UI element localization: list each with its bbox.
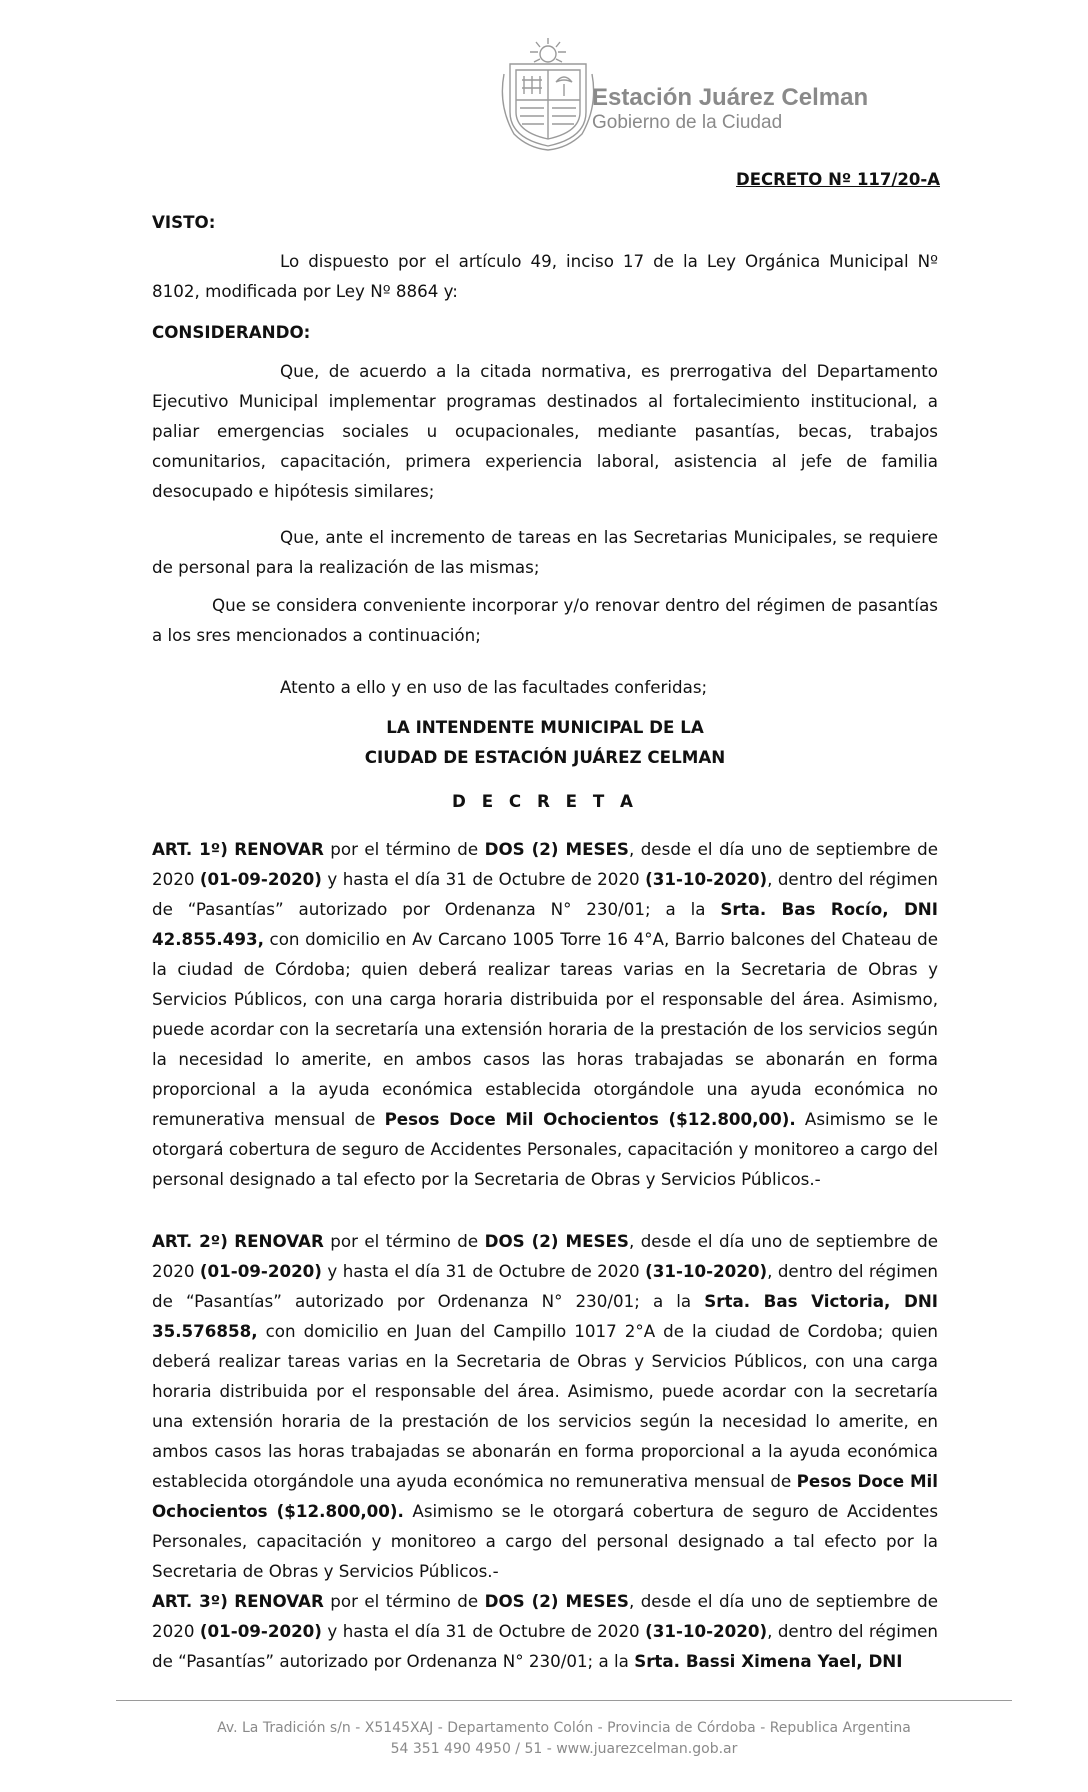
- brand-subtitle: Gobierno de la Ciudad: [592, 112, 783, 133]
- authority-line-2: CIUDAD DE ESTACIÓN JUÁREZ CELMAN: [364, 747, 726, 767]
- authority-line-1: LA INTENDENTE MUNICIPAL DE LA: [386, 717, 704, 737]
- footer: [116, 1718, 1012, 1760]
- article-person: Srta. Bassi Ximena Yael, DNI: [634, 1651, 903, 1671]
- considerando-paragraph-1: Que, de acuerdo a la citada normativa, es prerrogativa del Departamento Ejecutivo Municipal implementar programas destinados al fortalecimiento institucional, a paliar emergencias sociales u ocupacionales, mediante pasantías, becas, trabajos comunitarios, capacitación, primera experiencia laboral, asistencia al jefe de familia desocupado e hipótesis similares;: [152, 361, 938, 501]
- article-from-date: (01-09-2020): [199, 1261, 322, 1281]
- article-to-date: (31-10-2020): [645, 869, 768, 889]
- considerando-heading: CONSIDERANDO:: [152, 322, 311, 342]
- article-person: Srta. Bas Rocío, DNI 42.855.493,: [152, 899, 938, 949]
- considerando-paragraph-2: Que, ante el incremento de tareas en las Secretarias Municipales, se requiere de personal para la realización de las mismas;: [152, 527, 938, 577]
- article-verb: RENOVAR: [234, 1231, 324, 1251]
- article-label: ART. 2º): [152, 1231, 228, 1251]
- article-from-date: (01-09-2020): [199, 1621, 322, 1641]
- footer-divider: [116, 1700, 1012, 1701]
- brand-block: [592, 84, 912, 134]
- footer-address: Av. La Tradición s/n - X5145XAJ - Departamento Colón - Provincia de Córdoba - Republica Argentina: [217, 1720, 911, 1736]
- article-label: ART. 1º): [152, 839, 228, 859]
- article-amount: Pesos Doce Mil Ochocientos ($12.800,00).: [384, 1109, 796, 1129]
- visto-paragraph: Lo dispuesto por el artículo 49, inciso 17 de la Ley Orgánica Municipal Nº 8102, modificada por Ley Nº 8864 y:: [152, 251, 938, 301]
- considerando-paragraph-4: Atento a ello y en uso de las facultades conferidas;: [280, 677, 708, 697]
- visto-heading: VISTO:: [152, 212, 216, 232]
- article-term: DOS (2) MESES: [484, 1591, 629, 1611]
- considerando-paragraph-3: Que se considera conveniente incorporar y/o renovar dentro del régimen de pasantías a los sres mencionados a continuación;: [152, 595, 938, 645]
- article-1: ART. 1º) RENOVAR por el término de DOS (2) MESES, desde el día uno de septiembre de 2020 (01-09-2020) y hasta el día 31 de Octubre de 2020 (31-10-2020), dentro del régimen de “Pasantías” autorizado por Ordenanza N° 230/01; a la Srta. Bas Rocío, DNI 42.855.493, con domicilio en Av Carcano 1005 Torre 16 4°A, Barrio balcones del Chateau de la ciudad de Córdoba; quien deberá realizar tareas varias en la Secretaria de Obras y Servicios Públicos, con una carga horaria distribuida por el responsable del área. Asimismo, puede acordar con la secretaría una extensión horaria de la prestación de los servicios según la necesidad lo amerite, en ambos casos las horas trabajadas se abonarán en forma proporcional a la ayuda económica establecida otorgándole una ayuda económica no remunerativa mensual de Pesos Doce Mil Ochocientos ($12.800,00). Asimismo se le otorgará cobertura de seguro de Accidentes Personales, capacitación y monitoreo a cargo del personal designado a tal efecto por la Secretaria de Obras y Servicios Públicos.-: [152, 839, 939, 1189]
- footer-contact: 54 351 490 4950 / 51 - www.juarezcelman.gob.ar: [390, 1741, 738, 1757]
- article-2: ART. 2º) RENOVAR por el término de DOS (2) MESES, desde el día uno de septiembre de 2020 (01-09-2020) y hasta el día 31 de Octubre de 2020 (31-10-2020), dentro del régimen de “Pasantías” autorizado por Ordenanza N° 230/01; a la Srta. Bas Victoria, DNI 35.576858, con domicilio en Juan del Campillo 1017 2°A de la ciudad de Cordoba; quien deberá realizar tareas varias en la Secretaria de Obras y Servicios Públicos, con una carga horaria distribuida por el responsable del área. Asimismo, puede acordar con la secretaría una extensión horaria de la prestación de los servicios según la necesidad lo amerite, en ambos casos las horas trabajadas se abonarán en forma proporcional a la ayuda económica establecida otorgándole una ayuda económica no remunerativa mensual de Pesos Doce Mil Ochocientos ($12.800,00). Asimismo se le otorgará cobertura de seguro de Accidentes Personales, capacitación y monitoreo a cargo del personal designado a tal efecto por la Secretaria de Obras y Servicios Públicos.-: [152, 1231, 939, 1581]
- article-person: Srta. Bas Victoria, DNI 35.576858,: [152, 1291, 939, 1341]
- brand-title: Estación Juárez Celman: [592, 84, 869, 111]
- article-term: DOS (2) MESES: [484, 1231, 629, 1251]
- decree-number: DECRETO Nº 117/20-A: [736, 170, 940, 189]
- article-from-date: (01-09-2020): [199, 869, 322, 889]
- article-term: DOS (2) MESES: [484, 839, 629, 859]
- coat-of-arms-logo: [494, 34, 602, 152]
- article-verb: RENOVAR: [234, 1591, 324, 1611]
- article-to-date: (31-10-2020): [645, 1621, 768, 1641]
- article-verb: RENOVAR: [234, 839, 324, 859]
- article-amount: Pesos Doce Mil Ochocientos ($12.800,00).: [152, 1471, 938, 1521]
- decreta-heading: D E C R E T A: [452, 791, 638, 811]
- article-to-date: (31-10-2020): [645, 1261, 768, 1281]
- article-3: ART. 3º) RENOVAR por el término de DOS (2) MESES, desde el día uno de septiembre de 2020 (01-09-2020) y hasta el día 31 de Octubre de 2020 (31-10-2020), dentro del régimen de “Pasantías” autorizado por Ordenanza N° 230/01; a la Srta. Bassi Ximena Yael, DNI: [152, 1591, 939, 1671]
- article-label: ART. 3º): [152, 1591, 228, 1611]
